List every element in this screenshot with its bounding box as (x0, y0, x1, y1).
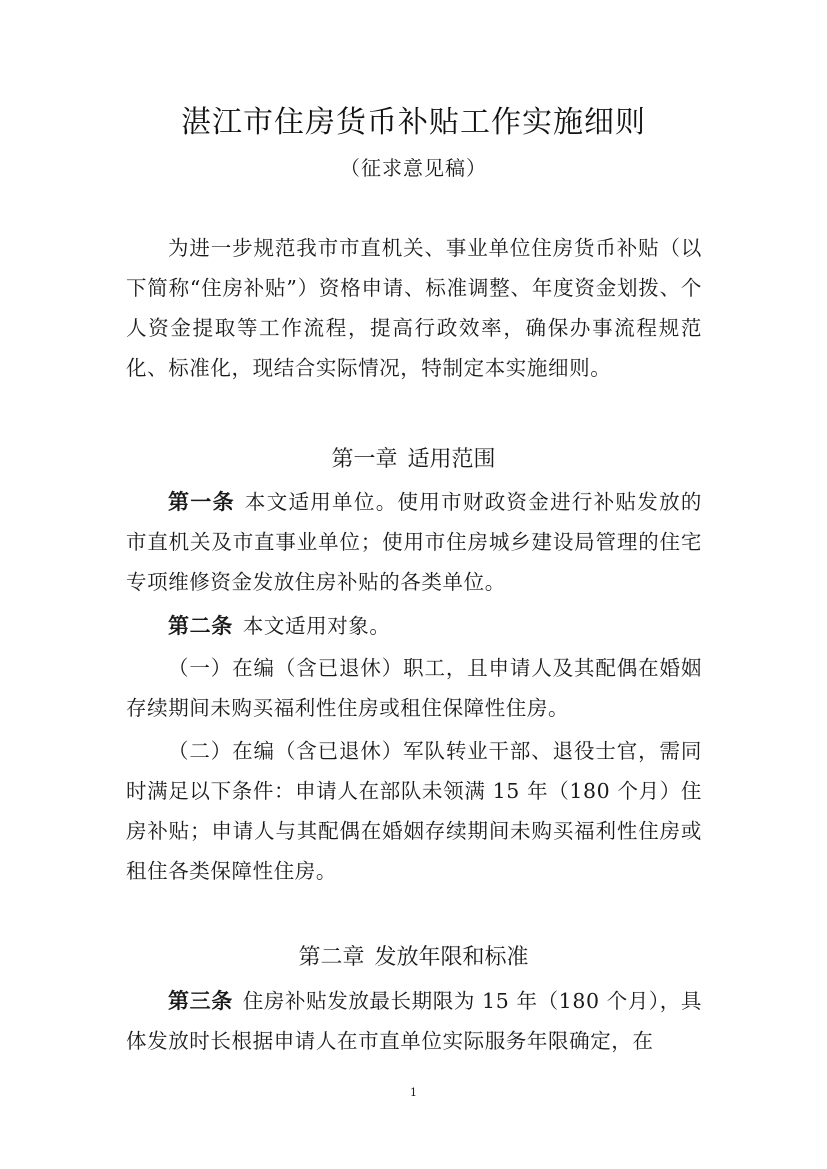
article-2-item-2: （二）在编（含已退休）军队转业干部、退役士官，需同时满足以下条件：申请人在部队未领满 15 年（180 个月）住房补贴；申请人与其配偶在婚姻存续期间未购买福利性住房或租住各类保障性住房。 (126, 739, 702, 883)
article-1-text: 本文适用单位。使用市财政资金进行补贴发放的市直机关及市直事业单位；使用市住房城乡建设局管理的住宅专项维修资金发放住房补贴的各类单位。 (126, 490, 702, 594)
chapter-1-number: 第一章 (331, 447, 398, 472)
chapter-2-name: 发放年限和标准 (374, 945, 529, 970)
article-2 (126, 606, 702, 646)
chapter-2-heading (0, 941, 827, 975)
article-3 (126, 981, 702, 1061)
chapter-2-number: 第二章 (298, 945, 365, 970)
chapter-1-name: 适用范围 (407, 447, 496, 472)
article-2-label: 第二条 (168, 614, 233, 638)
document-title: 湛江市住房货币补贴工作实施细则 (181, 105, 646, 140)
page-number: 1 (410, 1086, 417, 1099)
article-2-text: 本文适用对象。 (242, 614, 391, 638)
article-1-label: 第一条 (168, 490, 235, 514)
article-1 (126, 482, 702, 602)
article-3-label: 第三条 (168, 989, 233, 1013)
document-subtitle: （征求意见稿） (340, 156, 487, 180)
chapter-1-heading (0, 443, 827, 477)
article-2-item-1: （一）在编（含已退休）职工，且申请人及其配偶在婚姻存续期间未购买福利性住房或租住保障性住房。 (126, 656, 702, 720)
article-3-text: 住房补贴发放最长期限为 15 年（180 个月），具体发放时长根据申请人在市直单位实际服务年限确定，在 (126, 989, 702, 1053)
intro-paragraph: 为进一步规范我市市直机关、事业单位住房货币补贴（以下简称“住房补贴”）资格申请、标准调整、年度资金划拨、个人资金提取等工作流程，提高行政效率，确保办事流程规范化、标准化，现结合实际情况，特制定本实施细则。 (126, 236, 702, 380)
